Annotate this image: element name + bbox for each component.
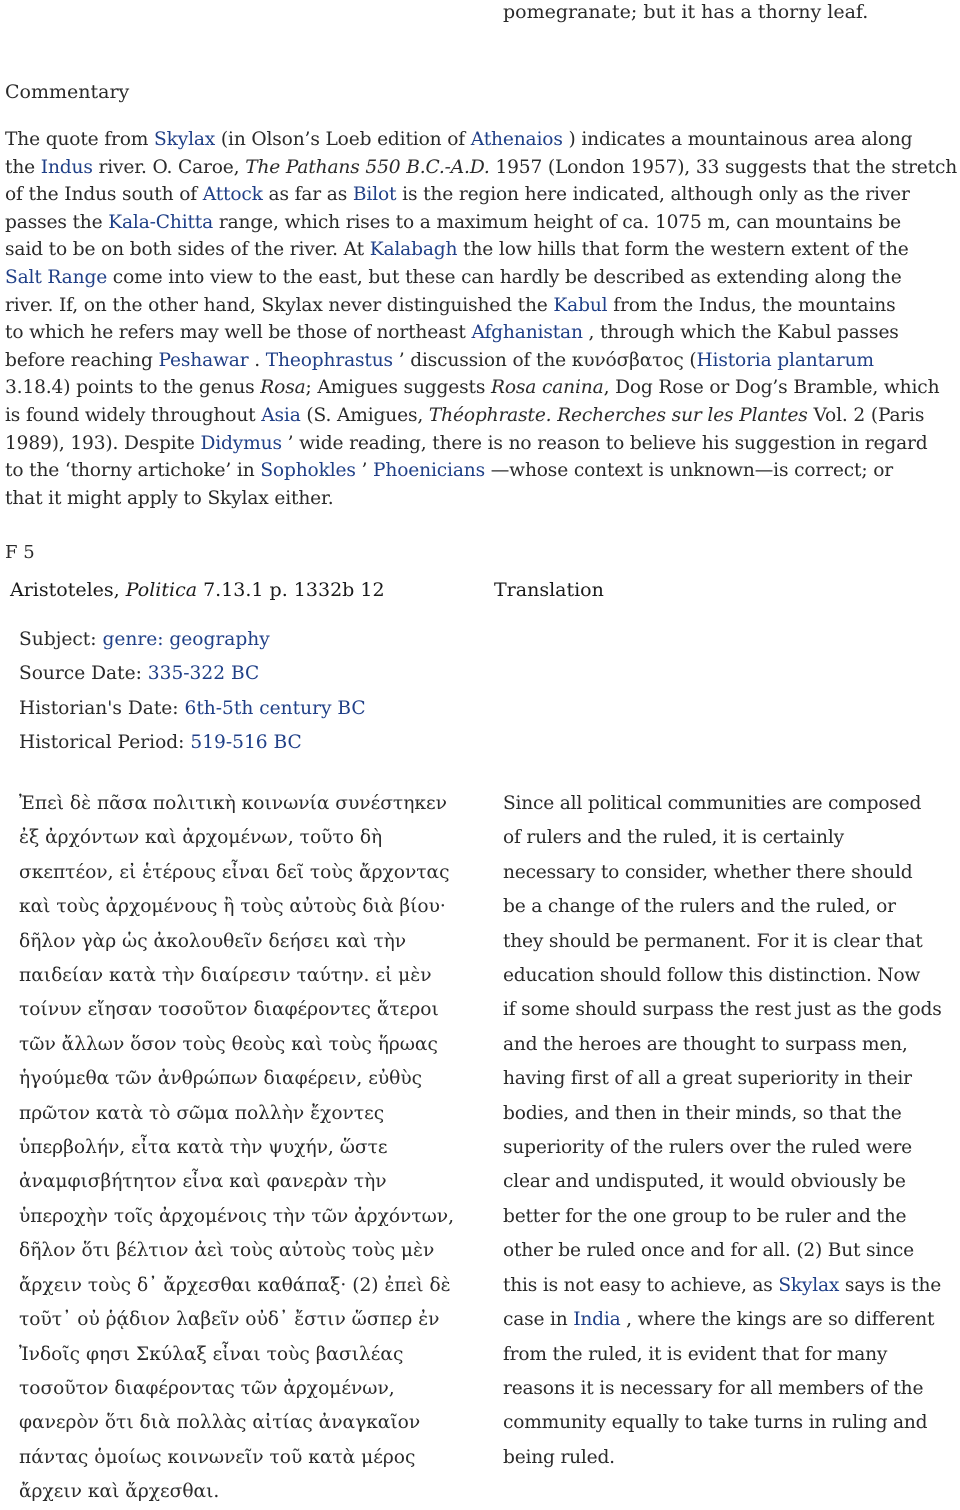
translation-line bbox=[503, 1200, 958, 1234]
text-run: Since all political communities are composed bbox=[503, 793, 922, 814]
translation-line bbox=[503, 787, 958, 821]
greek-line: ἡγούμεθα τῶν ἀνθρώπων διαφέρειν, εὐθὺς bbox=[19, 1068, 423, 1090]
greek-line: Ἐπεὶ δὲ πᾶσα πολιτικὴ κοινωνία συνέστηκεν bbox=[19, 793, 447, 814]
text-run: be a change of the rulers and the ruled, or bbox=[503, 896, 896, 918]
translation-line bbox=[503, 1406, 958, 1440]
greek-line: ἀναμφισβήτητον εἶνα καὶ φανερὰν τὴν bbox=[19, 1171, 387, 1193]
greek-source-text bbox=[19, 787, 489, 1510]
entity-link[interactable]: Salt Range bbox=[5, 266, 108, 288]
source-author: Aristoteles, bbox=[10, 579, 126, 601]
text-run: says is the bbox=[839, 1274, 942, 1296]
greek-line: πάντας ὁμοίως κοινωνεῖν τοῦ κατὰ μέρος bbox=[19, 1446, 416, 1468]
text-run: this is not easy to achieve, as bbox=[503, 1274, 779, 1296]
translation-line bbox=[503, 1097, 958, 1131]
text-run: is the region here indicated, although only as the river bbox=[396, 184, 910, 206]
text-run: (S. Amigues, bbox=[300, 404, 429, 426]
previous-translation-tail: pomegranate; but it has a thorny leaf. bbox=[503, 1, 869, 23]
entity-link[interactable]: Skylax bbox=[154, 129, 216, 150]
text-run: of rulers and the ruled, it is certainly bbox=[503, 827, 844, 849]
commentary-line bbox=[5, 236, 955, 264]
greek-line: ἄρχειν καὶ ἄρχεσθαι. bbox=[19, 1481, 220, 1503]
text-run: ’ bbox=[355, 460, 374, 482]
entity-link[interactable]: Theophrastus bbox=[265, 349, 393, 371]
meta-historical-period bbox=[19, 726, 366, 760]
greek-line: δῆλον γὰρ ὡς ἀκολουθεῖν δεήσει καὶ τὴν bbox=[19, 930, 407, 952]
entity-link[interactable]: Phoenicians bbox=[373, 460, 485, 482]
meta-label: Historian's Date: bbox=[19, 697, 185, 719]
greek-line: τοσοῦτον διαφέροντας τῶν ἀρχομένων, bbox=[19, 1377, 395, 1399]
text-run: the bbox=[5, 156, 41, 178]
text-run: 3.18.4) points to the genus bbox=[5, 377, 261, 399]
entity-link[interactable]: Didymus bbox=[200, 432, 282, 454]
entity-link[interactable]: Skylax bbox=[778, 1274, 840, 1296]
greek-line: τοίνυν εἴησαν τοσοῦτον διαφέροντες ἅτεροι bbox=[19, 999, 439, 1021]
text-run: Vol. 2 (Paris bbox=[807, 404, 925, 426]
translation-line bbox=[503, 1165, 958, 1199]
text-run: . bbox=[248, 349, 266, 371]
greek-line: παιδείαν κατὰ τὴν διαίρεσιν ταύτην. εἰ μὲν bbox=[19, 965, 432, 987]
commentary-line bbox=[5, 209, 955, 237]
commentary-line bbox=[5, 347, 955, 375]
text-run: ; Amigues suggests bbox=[305, 377, 491, 399]
translation-line bbox=[503, 1372, 958, 1406]
text-run: if some should surpass the rest just as the gods bbox=[503, 999, 942, 1021]
translation-heading: Translation bbox=[494, 579, 604, 601]
translation-line bbox=[503, 993, 958, 1027]
text-run: come into view to the east, but these can hardly be described as extending along the bbox=[107, 266, 902, 288]
greek-line: πρῶτον κατὰ τὸ σῶμα πολλὴν ἔχοντες bbox=[19, 1102, 385, 1124]
translation-line bbox=[503, 1441, 958, 1475]
text-run: other be ruled once and for all. (2) But since bbox=[503, 1240, 914, 1262]
entity-link[interactable]: Peshawar bbox=[158, 349, 249, 371]
greek-line: ἄρχειν τοὺς δ᾽ ἄρχεσθαι καθάπαξ· (2) ἐπεὶ δὲ bbox=[19, 1274, 451, 1296]
translation-line bbox=[503, 856, 958, 890]
translation-line bbox=[503, 925, 958, 959]
commentary-line bbox=[5, 319, 955, 347]
text-run: is found widely throughout bbox=[5, 404, 262, 426]
commentary-heading: Commentary bbox=[5, 81, 130, 103]
text-run: 1989), 193). Despite bbox=[5, 432, 201, 454]
greek-line: καὶ τοὺς ἀρχομένους ἢ τοὺς αὐτοὺς διὰ βίου· bbox=[19, 896, 446, 918]
text-run: 1957 (London 1957), 33 suggests that the stretch bbox=[489, 156, 958, 178]
greek-line: ὑπερβολήν, εἶτα κατὰ τὴν ψυχήν, ὥστε bbox=[19, 1137, 388, 1159]
text-run: —whose context is unknown—is correct; or bbox=[484, 460, 893, 482]
translation-line bbox=[503, 1303, 958, 1337]
text-run: before reaching bbox=[5, 349, 159, 371]
text-run: better for the one group to be ruler and the bbox=[503, 1205, 907, 1227]
greek-line: τοῦτ᾽ οὐ ῥᾴδιον λαβεῖν οὐδ᾽ ἔστιν ὥσπερ ἐν bbox=[19, 1309, 440, 1331]
text-run: , where the kings are so different bbox=[620, 1309, 935, 1331]
entity-link[interactable]: Kala-Chitta bbox=[108, 211, 214, 233]
fragment-metadata bbox=[19, 623, 366, 760]
commentary-line bbox=[5, 430, 955, 458]
text-run: being ruled. bbox=[503, 1446, 615, 1468]
text-run: river. If, on the other hand, Skylax never distinguished the bbox=[5, 294, 554, 316]
text-run: as far as bbox=[262, 184, 353, 206]
meta-label: Historical Period: bbox=[19, 731, 191, 753]
italic-text: The Pathans 550 B.C.-A.D. bbox=[245, 156, 490, 178]
meta-link[interactable]: 335-322 BC bbox=[147, 663, 260, 685]
text-run: clear and undisputed, it would obviously be bbox=[503, 1171, 906, 1193]
text-run: , Dog Rose or Dog’s Bramble, which bbox=[603, 377, 940, 399]
greek-line: ἐξ ἀρχόντων καὶ ἀρχομένων, τοῦτο δὴ bbox=[19, 827, 383, 849]
text-run: range, which rises to a maximum height of ca. 1075 m, can mountains be bbox=[213, 211, 902, 233]
entity-link[interactable]: Historia plantarum bbox=[696, 349, 874, 371]
text-run: and the heroes are thought to surpass men, bbox=[503, 1033, 908, 1055]
text-run: community equally to take turns in ruling and bbox=[503, 1412, 928, 1434]
text-run: ) indicates a mountainous area along bbox=[562, 129, 913, 150]
entity-link[interactable]: Bilot bbox=[352, 184, 397, 206]
text-run: of the Indus south of bbox=[5, 184, 203, 206]
text-run: ’ discussion of the κυνόσβατος ( bbox=[392, 349, 697, 371]
translation-line bbox=[503, 1234, 958, 1268]
greek-line: Ἰνδοῖς φησι Σκύλαξ εἶναι τοὺς βασιλέας bbox=[19, 1343, 404, 1365]
text-run: that it might apply to Skylax either. bbox=[5, 487, 334, 509]
commentary-line bbox=[5, 374, 955, 402]
text-run: necessary to consider, whether there should bbox=[503, 861, 913, 883]
meta-source-date bbox=[19, 657, 366, 691]
meta-link[interactable]: 6th-5th century BC bbox=[184, 697, 366, 719]
text-run: bodies, and then in their minds, so that the bbox=[503, 1102, 902, 1124]
text-run: passes the bbox=[5, 211, 109, 233]
text-run: The quote from bbox=[5, 129, 155, 150]
text-run: education should follow this distinction. Now bbox=[503, 965, 921, 987]
text-run: from the ruled, it is evident that for many bbox=[503, 1343, 888, 1365]
entity-link[interactable]: Attock bbox=[202, 184, 263, 206]
translation-line bbox=[503, 1269, 958, 1303]
greek-line: τῶν ἄλλων ὅσον τοὺς θεοὺς καὶ τοὺς ἥρωας bbox=[19, 1033, 438, 1055]
translation-line bbox=[503, 1062, 958, 1096]
text-run: to which he refers may well be those of northeast bbox=[5, 322, 472, 344]
italic-text: Théophraste. Recherches sur les Plantes bbox=[428, 404, 808, 426]
text-run: river. O. Caroe, bbox=[92, 156, 246, 178]
source-citation bbox=[10, 577, 385, 603]
source-reference: 7.13.1 p. 1332b 12 bbox=[197, 579, 385, 601]
commentary-line bbox=[5, 485, 955, 513]
meta-label: Subject: bbox=[19, 629, 103, 650]
greek-line: δῆλον ὅτι βέλτιον ἀεὶ τοὺς αὐτοὺς τοὺς μὲν bbox=[19, 1240, 435, 1262]
text-run: reasons it is necessary for all members of the bbox=[503, 1377, 924, 1399]
fragment-label: F 5 bbox=[5, 542, 35, 563]
entity-link[interactable]: Sophokles bbox=[260, 460, 356, 482]
entity-link[interactable]: India bbox=[573, 1309, 621, 1331]
entity-link[interactable]: Afghanistan bbox=[471, 322, 583, 344]
text-run: superiority of the rulers over the ruled were bbox=[503, 1137, 912, 1159]
meta-historian-date bbox=[19, 692, 366, 726]
text-run: said to be on both sides of the river. At bbox=[5, 239, 370, 261]
translation-line bbox=[503, 1028, 958, 1062]
meta-link[interactable]: genre: geography bbox=[102, 629, 270, 650]
commentary-line bbox=[5, 264, 955, 292]
english-translation-text bbox=[503, 787, 958, 1475]
source-work: Politica bbox=[125, 579, 198, 601]
text-run: to the ‘thorny artichoke’ in bbox=[5, 460, 261, 482]
greek-line: φανερὸν ὅτι διὰ πολλὰς αἰτίας ἀναγκαῖον bbox=[19, 1412, 421, 1434]
meta-link[interactable]: 519-516 BC bbox=[190, 731, 302, 753]
commentary-line bbox=[5, 457, 955, 485]
commentary-line bbox=[5, 154, 958, 182]
translation-line bbox=[503, 1338, 958, 1372]
translation-line bbox=[503, 821, 958, 855]
translation-line bbox=[503, 890, 958, 924]
text-run: from the Indus, the mountains bbox=[607, 294, 896, 316]
entity-link[interactable]: Indus bbox=[40, 156, 93, 178]
commentary-line bbox=[5, 126, 955, 154]
translation-line bbox=[503, 1131, 958, 1165]
meta-label: Source Date: bbox=[19, 663, 148, 685]
translation-line bbox=[503, 959, 958, 993]
commentary-line bbox=[5, 292, 955, 320]
commentary-line bbox=[5, 402, 955, 430]
entity-link[interactable]: Athenaios bbox=[470, 129, 563, 150]
italic-text: Rosa canina bbox=[491, 377, 604, 399]
text-run: case in bbox=[503, 1309, 574, 1331]
meta-subject bbox=[19, 623, 366, 657]
entity-link[interactable]: Kalabagh bbox=[369, 239, 458, 261]
commentary-body bbox=[5, 126, 958, 512]
text-run: they should be permanent. For it is clear that bbox=[503, 930, 923, 952]
text-run: ’ wide reading, there is no reason to believe his suggestion in regard bbox=[281, 432, 928, 454]
commentary-line bbox=[5, 181, 955, 209]
greek-line: ὑπεροχὴν τοῖς ἀρχομένοις τὴν τῶν ἀρχόντων, bbox=[19, 1205, 454, 1227]
entity-link[interactable]: Kabul bbox=[553, 294, 608, 316]
text-run: having first of all a great superiority in their bbox=[503, 1068, 912, 1090]
italic-text: Rosa bbox=[260, 377, 306, 399]
text-run: the low hills that form the western extent of the bbox=[457, 239, 909, 261]
greek-line: σκεπτέον, εἰ ἑτέρους εἶναι δεῖ τοὺς ἄρχοντας bbox=[19, 861, 450, 883]
text-run: (in Olson’s Loeb edition of bbox=[215, 129, 471, 150]
text-run: , through which the Kabul passes bbox=[582, 322, 899, 344]
entity-link[interactable]: Asia bbox=[261, 404, 301, 426]
